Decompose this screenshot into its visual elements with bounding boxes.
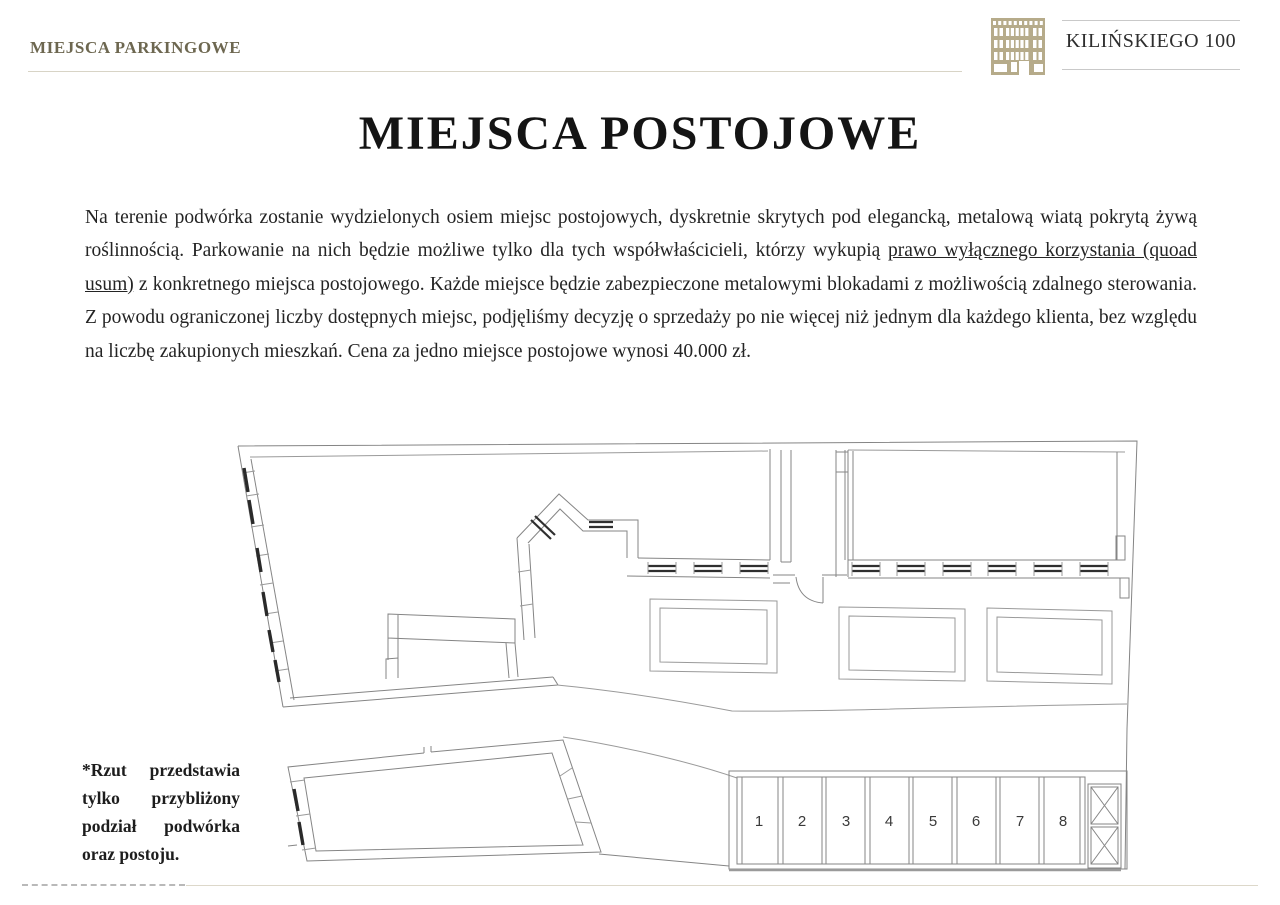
footnote: *Rzut przedstawia tylko przybliżony podział podwórka oraz postoju. (82, 760, 240, 864)
paragraph-text-before: Na terenie podwórka zostanie wydzielonych osiem miejsc postojowych, dyskretnie skrytych pod elegancką, metalową wiatą pokrytą żywą roślinnością. Parkowanie na nich będzie możliwe tylko dla tych współwłaścicieli, którzy wykupią (85, 207, 1197, 262)
brand-rule-top (1062, 20, 1240, 21)
brand-rule-bottom (1062, 69, 1240, 70)
underlined-phrase: prawo wyłącznego korzystania (quoad usum) (85, 240, 1197, 295)
brand-block (1062, 20, 1240, 70)
body-paragraph (85, 201, 1197, 368)
parking-stall-number: 2 (797, 813, 807, 830)
parking-stall-number: 4 (884, 813, 894, 830)
building-facade-icon (988, 13, 1048, 75)
brand-name: KILIŃSKIEGO 100 (1065, 30, 1237, 52)
property-outline (238, 441, 1137, 869)
page-title: MIEJSCA POSTOJOWE (358, 107, 922, 160)
parking-stall-number: 5 (928, 813, 938, 830)
site-plan (225, 433, 1145, 888)
parking-stall-number: 3 (841, 813, 851, 830)
footer-rule-dashed (22, 884, 185, 886)
paragraph-text-after: z konkretnego miejsca postojowego. Każde miejsce będzie zabezpieczone metalowymi blokadami z możliwością zdalnego sterowania. Z powodu ograniczonej liczby dostępnych miejsc, podjęliśmy decyzję o sprzedaży po nie więcej niż jednym dla każdego klienta, bez względu na liczbę zakupionych mieszkań. Cena za jedno miejsce postojowe wynosi 40.000 zł. (85, 273, 1197, 362)
parking-stall-number: 8 (1058, 813, 1068, 830)
door-swing-arc (796, 577, 823, 603)
footer-rule-solid (186, 885, 1258, 886)
section-label: MIEJSCA PARKINGOWE (30, 38, 242, 57)
parking-stall-number: 6 (971, 813, 981, 830)
parking-stall-number: 1 (754, 813, 764, 830)
parking-stall-number: 7 (1015, 813, 1025, 830)
header-divider (28, 71, 962, 72)
